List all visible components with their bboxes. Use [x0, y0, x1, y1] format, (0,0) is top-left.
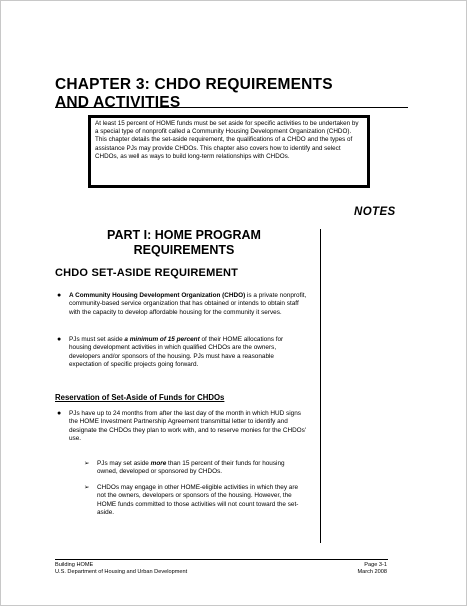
- chapter-summary-text: At least 15 percent of HOME funds must be set aside for specific activities to be undertaken by a special type of nonprofit called a Community Housing Development Organization (CHDO). This chapter details the set-aside requirement, the qualifications of a CHDO and the types of assistance PJs may provide CHDOs. This chapter also covers how to identify and select CHDOs, as well as ways to build long-term relationships with CHDOs.: [95, 120, 359, 160]
- footer-page-number: Page 3-1: [364, 562, 387, 568]
- arrow-marker-icon: ➢: [84, 460, 90, 467]
- footer-publication-title: Building HOME: [55, 562, 94, 568]
- section-heading: CHDO SET-ASIDE REQUIREMENT: [55, 267, 239, 279]
- notes-heading: NOTES: [354, 206, 396, 218]
- sub-bullet-text: than 15 percent of their funds for housing owned, developed or sponsored by CHDOs.: [97, 460, 285, 476]
- bullet-body-text: PJs must set aside: [69, 336, 125, 343]
- chapter-title-line-1: CHAPTER 3: CHDO REQUIREMENTS: [55, 76, 333, 93]
- footer-right: [357, 562, 387, 576]
- footer-left: [55, 562, 187, 576]
- part-title: [68, 228, 300, 258]
- footer-publisher: U.S. Department of Housing and Urban Development: [55, 569, 188, 575]
- sub-bullet-text: CHDOs may engage in other HOME-eligible activities in which they are not the owners, developers or sponsors of the housing. However, the HOME funds committed to those activities will not count toward the set-aside.: [97, 484, 299, 516]
- footer-date: March 2008: [357, 569, 387, 575]
- footer-rule: [55, 559, 388, 560]
- part-title-line-1: PART I: HOME PROGRAM: [107, 228, 261, 242]
- part-title-line-2: REQUIREMENTS: [133, 243, 235, 257]
- chapter-summary-box: [88, 115, 370, 188]
- arrow-marker-icon: ➢: [84, 484, 90, 491]
- chapter-title-rule: [55, 107, 408, 108]
- sub-bullet-emphasis: more: [150, 460, 167, 467]
- sub-bullet-text: PJs may set aside: [97, 460, 151, 467]
- notes-column-rule: [320, 229, 321, 543]
- subsection-heading-reservation: Reservation of Set-Aside of Funds for CHDOs: [55, 393, 225, 402]
- bullet-body-text: is a private nonprofit, community-based service organization that has obtained or intends to obtain staff with the capacity to develop affordable housing for the community it serves.: [69, 292, 307, 316]
- bullet-bold-text: A Community Housing Development Organization (CHDO): [69, 292, 246, 299]
- bullet-body-text: of their HOME allocations for housing development activities in which qualified CHDOs are the owners, developers and/or sponsors of the housing. PJs must have a reasonable expectation of specific projects going forward.: [69, 336, 284, 368]
- bullet-marker-icon: ●: [57, 410, 62, 417]
- bullet-marker-icon: ●: [57, 336, 62, 343]
- bullet-marker-icon: ●: [57, 292, 62, 299]
- bullet-emphasis-text: a minimum of 15 percent: [124, 336, 200, 343]
- bullet-body-text: PJs have up to 24 months from after the last day of the month in which HUD signs the HOME Investment Partnership Agreement transmittal letter to identify and designate the CHDOs they plan to work with, and to reserve monies for the CHDOs' use.: [69, 410, 307, 442]
- chapter-title-line-2: AND ACTIVITIES: [55, 94, 181, 111]
